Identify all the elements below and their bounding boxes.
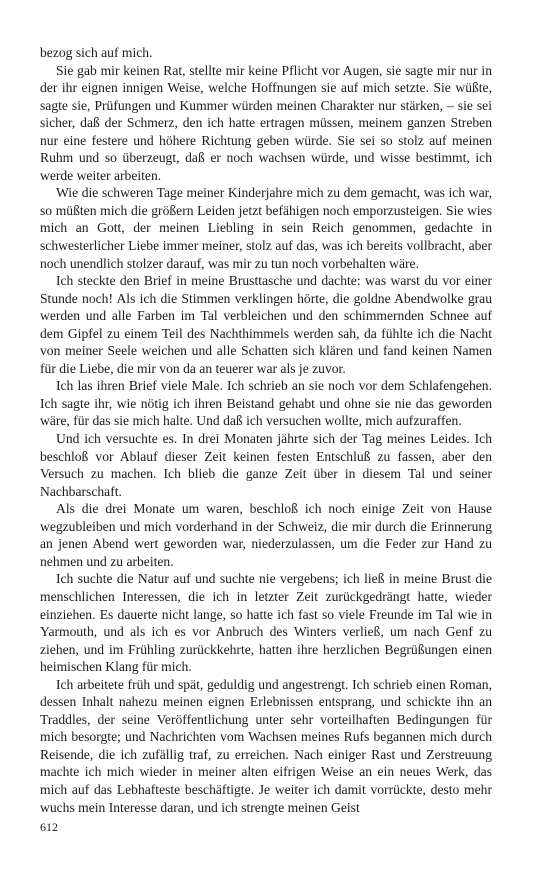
paragraph-9: Ich arbeitete früh und spät, geduldig und angestrengt. Ich schrieb einen Roman, dessen Inhalt nahezu meinen eignen Erlebnissen entsprang, und schickte ihn an Traddles, der seine Veröffentlichung unter sehr vorteilhaften Bedingungen für mich besorgte; und Nachrichten vom Wachsen meines Rufs begannen mich durch Reisende, die ich zufällig traf, zu erreichen. Nach einiger Rast und Zerstreuung machte ich mich wieder in meiner alten eifrigen Weise an ein neues Werk, das mich auf das Lebhafteste beschäftigte. Je weiter ich damit vorrückte, desto mehr wuchs mein Interesse daran, und ich strengte meinen Geist — [40, 676, 492, 815]
paragraph-2: Sie gab mir keinen Rat, stellte mir keine Pflicht vor Augen, sie sagte mir nur in der ihr eignen innigen Weise, welche Hoffnungen sie auf mich setzte. Sie wüßte, sagte sie, Prüfungen und Kummer würden meinen Charakter nur stärken, – sie sei sicher, daß der Schmerz, den ich hatte ertragen müssen, meinem ganzen Streben nur eine festere und höhere Richtung geben würde. Sie sei so stolz auf meinen Ruhm und so überzeugt, daß er noch wachsen würde, und wisse bestimmt, ich werde weiter arbeiten. — [40, 62, 492, 183]
paragraph-5: Ich las ihren Brief viele Male. Ich schrieb an sie noch vor dem Schlafengehen. Ich sagte ihr, wie nötig ich ihren Beistand gehabt und ohne sie nie das geworden wäre, für das sie mich halte. Und daß ich versuchen wollte, mich aufzuraffen. — [40, 378, 492, 429]
paragraph-6: Und ich versuchte es. In drei Monaten jährte sich der Tag meines Leides. Ich beschloß vor Ablauf dieser Zeit keinen festen Entschluß zu fassen, aber den Versuch zu machen. Ich blieb die ganze Zeit über in diesem Tal und seiner Nachbarschaft. — [40, 431, 492, 499]
page-number: 612 — [40, 820, 58, 834]
paragraph-7: Als die drei Monate um waren, beschloß ich noch einige Zeit von Hause wegzubleiben und mich vorderhand in der Schweiz, die mir durch die Erinnerung an jenen Abend wert geworden war, niederzulassen, um die Feder zur Hand zu nehmen und zu arbeiten. — [40, 501, 492, 569]
paragraph-3: Wie die schweren Tage meiner Kinderjahre mich zu dem gemacht, was ich war, so müßten mich die größern Leiden jetzt befähigen noch emporzusteigen. Sie wies mich an Gott, der meinen Liebling in sein Reich genommen, gedachte in schwesterlicher Liebe immer meiner, stolz auf das, was ich bereits vollbracht, aber noch unendlich stolzer darauf, was mir zu tun noch vorbehalten wäre. — [40, 185, 492, 271]
paragraph-1: bezog sich auf mich. — [40, 45, 153, 60]
paragraph-8: Ich suchte die Natur auf und suchte nie vergebens; ich ließ in meine Brust die menschlichen Interessen, die ich in letzter Zeit zurückgedrängt hatte, wieder einziehen. Es dauerte nicht lange, so hatte ich fast so viele Freunde im Tal wie in Yarmouth, und als ich es vor Anbruch des Winters verließ, um nach Genf zu ziehen, und im Frühling zurückkehrte, hatten ihre herzlichen Begrüßungen einen heimischen Klang für mich. — [40, 571, 492, 675]
page-body — [40, 44, 492, 816]
paragraph-4: Ich steckte den Brief in meine Brusttasche und dachte: was warst du vor einer Stunde noch! Als ich die Stimmen verklingen hörte, die goldne Abendwolke grau werden und alle Farben im Tal verbleichen und den schimmernden Schnee auf dem Gipfel zu einem Teil des Nachthimmels werden sah, da fühlte ich die Nacht von meiner Seele weichen und alle Schatten sich klären und fand keinen Namen für die Liebe, die mir von da an teuerer war als je zuvor. — [40, 273, 492, 376]
